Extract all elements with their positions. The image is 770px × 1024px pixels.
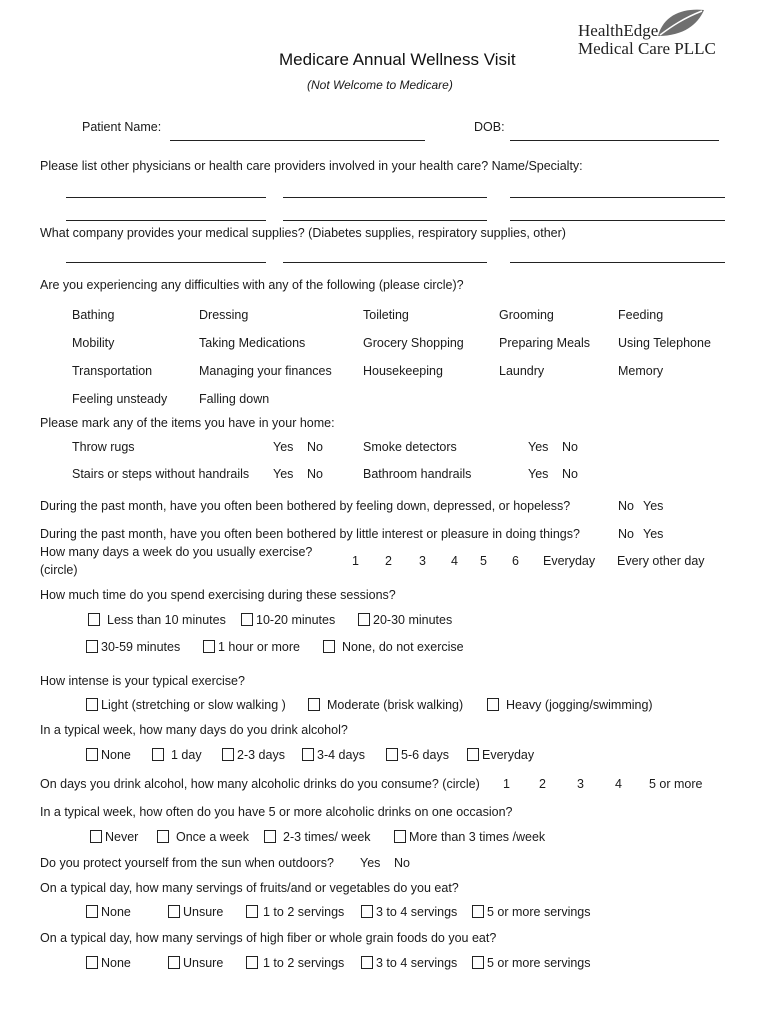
checkbox[interactable] [308,698,320,711]
checkbox[interactable] [203,640,215,653]
dob-field[interactable] [510,140,719,141]
physician-field[interactable] [510,197,725,198]
checkbox[interactable] [358,613,370,626]
exercise-days-option[interactable]: 2 [385,554,392,568]
option-label: 2-3 days [237,748,285,762]
alcohol-days-option[interactable] [152,748,202,762]
checkbox[interactable] [157,830,169,843]
difficulty-option[interactable]: Toileting [363,308,409,322]
dob-label: DOB: [474,120,505,134]
home-yes-option[interactable]: Yes [273,440,294,454]
checkbox[interactable] [241,613,253,626]
option-label: None [101,956,131,970]
fiber-option[interactable] [472,956,591,970]
home-yes-option[interactable]: Yes [273,467,294,481]
home-question: Please mark any of the items you have in your home: [40,416,335,430]
difficulty-option[interactable]: Mobility [72,336,115,350]
exercise-time-option[interactable] [323,640,464,654]
mood-no-option[interactable]: No [618,527,634,541]
alcohol-days-option[interactable] [302,748,365,762]
patient-name-field[interactable] [170,140,425,141]
option-label: None, do not exercise [342,640,464,654]
home-no-option[interactable]: No [562,467,578,481]
intensity-option[interactable] [308,698,463,712]
home-yes-option[interactable]: Yes [528,467,549,481]
fiber-option[interactable] [246,956,344,970]
difficulty-option[interactable]: Transportation [72,364,153,378]
difficulty-option[interactable]: Dressing [199,308,249,322]
exercise-days-hint: (circle) [40,563,78,577]
physicians-question: Please list other physicians or health care providers involved in your health care? Name/Specialty: [40,159,583,173]
option-label: None [101,905,131,919]
binge-option[interactable] [157,830,249,844]
checkbox[interactable] [86,640,98,653]
option-label: More than 3 times /week [409,830,546,844]
difficulty-option[interactable]: Taking Medications [199,336,306,350]
checkbox[interactable] [264,830,276,843]
exercise-days-option[interactable]: 5 [480,554,487,568]
exercise-days-option[interactable]: 6 [512,554,519,568]
intensity-option[interactable] [86,698,286,712]
checkbox[interactable] [86,905,98,918]
checkbox[interactable] [246,905,258,918]
option-label: 5 or more servings [487,956,591,970]
checkbox[interactable] [246,956,258,969]
mood-question-2: During the past month, have you often been bothered by little interest or pleasure in doing things? [40,527,580,541]
home-item-label: Throw rugs [72,440,135,454]
checkbox[interactable] [394,830,406,843]
checkbox[interactable] [86,956,98,969]
logo-line2: Medical Care PLLC [578,39,716,58]
fiber-option[interactable] [86,956,131,970]
difficulty-option[interactable]: Falling down [199,392,270,406]
option-label: Light (stretching or slow walking ) [101,698,286,712]
difficulty-option[interactable]: Housekeeping [363,364,443,378]
difficulty-option[interactable]: Grooming [499,308,554,322]
alcohol-drinks-option[interactable]: 3 [577,777,584,791]
checkbox[interactable] [152,748,164,761]
option-label: 20-30 minutes [373,613,453,627]
alcohol-drinks-option[interactable]: 4 [615,777,622,791]
intensity-question: How intense is your typical exercise? [40,674,245,688]
checkbox[interactable] [302,748,314,761]
checkbox[interactable] [323,640,335,653]
patient-name-label: Patient Name: [82,120,162,134]
logo-line1: HealthEdge [578,21,659,40]
difficulty-option[interactable]: Using Telephone [618,336,711,350]
checkbox[interactable] [472,905,484,918]
exercise-time-option[interactable] [86,640,180,654]
option-label: Heavy (jogging/swimming) [506,698,653,712]
option-label: 1 to 2 servings [263,905,345,919]
exercise-time-question: How much time do you spend exercising during these sessions? [40,588,396,602]
option-label: Less than 10 minutes [107,613,226,627]
alcohol-days-option[interactable] [86,748,131,762]
alcohol-days-option[interactable] [467,748,534,762]
binge-option[interactable] [394,830,545,844]
alcohol-days-option[interactable] [222,748,285,762]
physician-field[interactable] [283,220,487,221]
fruits-option[interactable] [472,905,591,919]
option-label: Once a week [176,830,249,844]
leaf-logo-icon [654,6,706,40]
home-no-option[interactable]: No [562,440,578,454]
exercise-days-option[interactable]: Every other day [617,554,705,568]
mood-question-1: During the past month, have you often been bothered by feeling down, depressed, or hopeless? [40,499,571,513]
difficulty-option[interactable]: Memory [618,364,664,378]
difficulty-option[interactable]: Feeling unsteady [72,392,168,406]
exercise-time-option[interactable] [358,613,452,627]
option-label: 1 day [171,748,202,762]
option-label: 3 to 4 servings [376,956,458,970]
difficulty-option[interactable]: Laundry [499,364,545,378]
exercise-days-option[interactable]: Everyday [543,554,596,568]
binge-option[interactable] [264,830,371,844]
fiber-option[interactable] [361,956,457,970]
checkbox[interactable] [168,905,180,918]
difficulty-option[interactable]: Grocery Shopping [363,336,464,350]
mood-yes-option[interactable]: Yes [643,499,664,513]
sun-question: Do you protect yourself from the sun when outdoors? [40,856,334,870]
binge-question: In a typical week, how often do you have 5 or more alcoholic drinks on one occasion? [40,805,513,819]
mood-no-option[interactable]: No [618,499,634,513]
option-label: Unsure [183,956,224,970]
option-label: Unsure [183,905,224,919]
checkbox[interactable] [361,905,373,918]
exercise-days-option[interactable]: 1 [352,554,359,568]
exercise-days-question: How many days a week do you usually exercise? [40,545,313,559]
fiber-question: On a typical day, how many servings of high fiber or whole grain foods do you eat? [40,931,497,945]
checkbox[interactable] [168,956,180,969]
checkbox[interactable] [361,956,373,969]
option-label: Never [105,830,139,844]
difficulty-option[interactable]: Bathing [72,308,115,322]
option-label: 3-4 days [317,748,365,762]
checkbox[interactable] [88,613,100,626]
home-item-label: Bathroom handrails [363,467,472,481]
home-item-label: Smoke detectors [363,440,457,454]
physician-field[interactable] [510,220,725,221]
physician-field[interactable] [283,197,487,198]
fruits-option[interactable] [86,905,131,919]
difficulty-option[interactable]: Preparing Meals [499,336,591,350]
alcohol-drinks-option[interactable]: 1 [503,777,510,791]
checkbox[interactable] [222,748,234,761]
page-title: Medicare Annual Wellness Visit [279,50,516,69]
option-label: 1 hour or more [218,640,300,654]
option-label: 2-3 times/ week [283,830,371,844]
fruits-option[interactable] [168,905,223,919]
exercise-time-option[interactable] [88,613,226,627]
supplies-field[interactable] [66,262,266,263]
sun-yes-option[interactable]: Yes [360,856,381,870]
difficulties-question: Are you experiencing any difficulties with any of the following (please circle)? [40,278,464,292]
alcohol-days-question: In a typical week, how many days do you drink alcohol? [40,723,348,737]
checkbox[interactable] [386,748,398,761]
checkbox[interactable] [90,830,102,843]
alcohol-drinks-option[interactable]: 2 [539,777,546,791]
fruits-question: On a typical day, how many servings of fruits/and or vegetables do you eat? [40,881,459,895]
exercise-time-option[interactable] [241,613,335,627]
mood-yes-option[interactable]: Yes [643,527,664,541]
option-label: 10-20 minutes [256,613,336,627]
checkbox[interactable] [86,698,98,711]
difficulty-option[interactable]: Feeding [618,308,664,322]
exercise-time-option[interactable] [203,640,300,654]
option-label: 5-6 days [401,748,449,762]
option-label: 1 to 2 servings [263,956,345,970]
alcohol-drinks-question: On days you drink alcohol, how many alcoholic drinks do you consume? (circle) [40,777,480,791]
checkbox[interactable] [467,748,479,761]
option-label: 30-59 minutes [101,640,181,654]
page-subtitle: (Not Welcome to Medicare) [307,78,453,92]
checkbox[interactable] [472,956,484,969]
home-no-option[interactable]: No [307,467,323,481]
option-label: Moderate (brisk walking) [327,698,464,712]
physician-field[interactable] [66,220,266,221]
fruits-option[interactable] [246,905,344,919]
intensity-option[interactable] [487,698,653,712]
checkbox[interactable] [86,748,98,761]
supplies-field[interactable] [510,262,725,263]
alcohol-drinks-option[interactable]: 5 or more [649,777,703,791]
home-item-label: Stairs or steps without handrails [72,467,250,481]
fiber-option[interactable] [168,956,223,970]
difficulty-option[interactable]: Managing your finances [199,364,332,378]
home-yes-option[interactable]: Yes [528,440,549,454]
option-label: 3 to 4 servings [376,905,458,919]
checkbox[interactable] [487,698,499,711]
option-label: 5 or more servings [487,905,591,919]
exercise-days-option[interactable]: 4 [451,554,458,568]
option-label: None [101,748,131,762]
alcohol-days-option[interactable] [386,748,449,762]
home-no-option[interactable]: No [307,440,323,454]
binge-option[interactable] [90,830,138,844]
physician-field[interactable] [66,197,266,198]
supplies-field[interactable] [283,262,487,263]
option-label: Everyday [482,748,535,762]
fruits-option[interactable] [361,905,457,919]
exercise-days-option[interactable]: 3 [419,554,426,568]
sun-no-option[interactable]: No [394,856,410,870]
supplies-question: What company provides your medical supplies? (Diabetes supplies, respiratory supplies, other) [40,226,566,240]
